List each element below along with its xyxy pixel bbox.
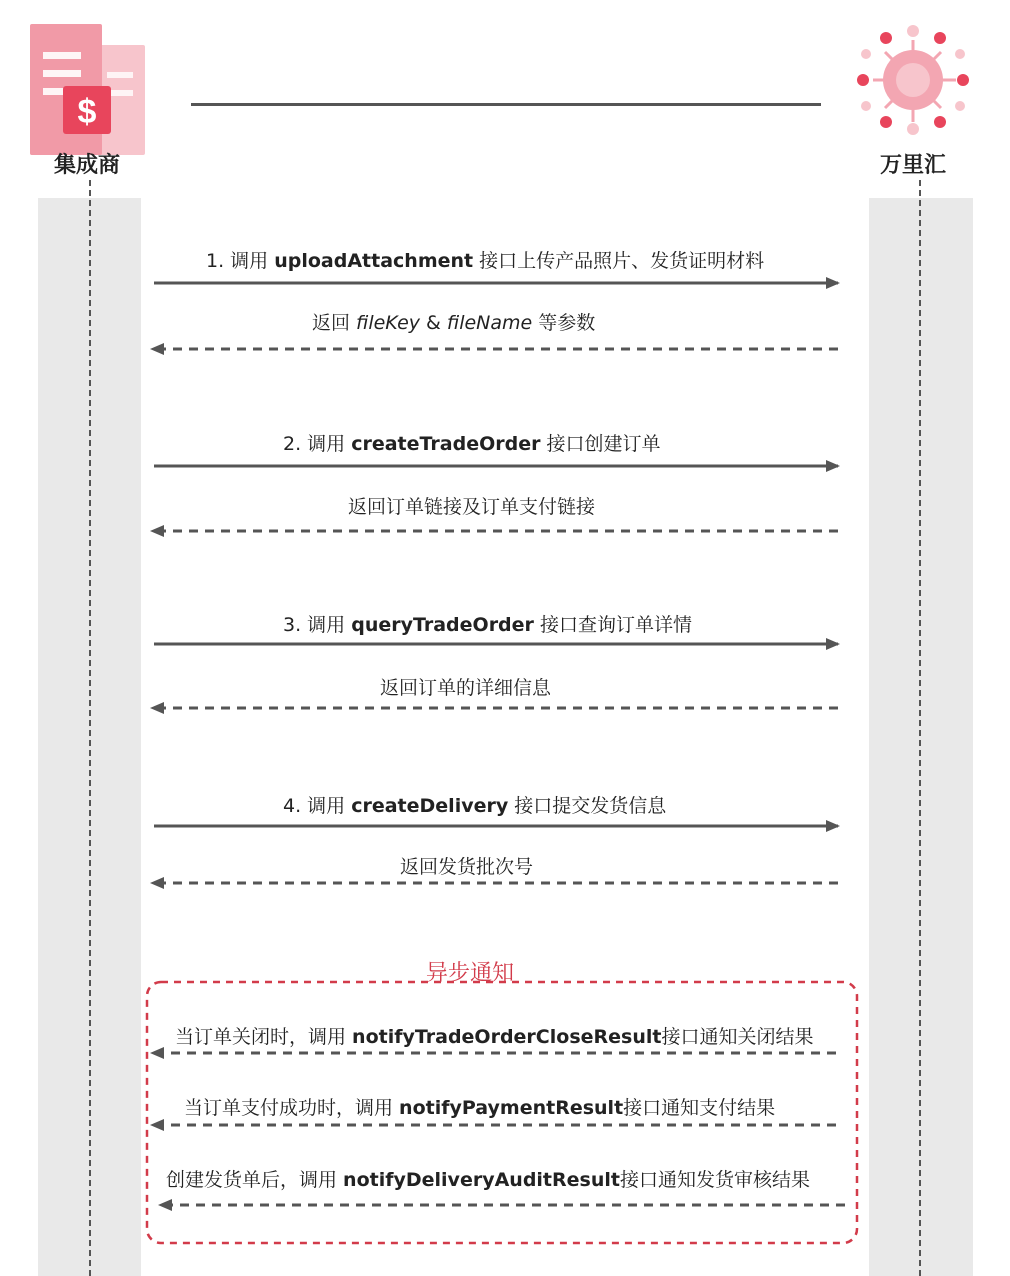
left-actor-label: 集成商	[54, 153, 121, 178]
message-2-api: createTradeOrder	[351, 433, 541, 455]
async-notice-1-prefix: 当订单关闭时，调用	[175, 1026, 353, 1048]
message-3-api: queryTradeOrder	[351, 614, 534, 636]
async-notice-3-suffix: 接口通知发货审核结果	[619, 1169, 810, 1191]
async-notice-1-suffix: 接口通知关闭结果	[661, 1026, 814, 1048]
response-1-suffix: 等参数	[532, 312, 596, 334]
response-1-filekey: fileKey	[356, 312, 421, 334]
message-2-prefix: 2. 调用	[283, 433, 352, 455]
async-notice-2-prefix: 当订单支付成功时，调用	[184, 1097, 400, 1119]
async-notice-3-prefix: 创建发货单后，调用	[166, 1169, 344, 1191]
svg-text:$: $	[77, 93, 97, 131]
async-notice-2	[184, 1093, 775, 1120]
message-1-prefix: 1. 调用	[206, 250, 275, 272]
message-label-4	[283, 791, 666, 818]
right-actor-label: 万里汇	[880, 153, 947, 178]
message-2-suffix: 接口创建订单	[540, 433, 661, 455]
response-label-4: 返回发货批次号	[400, 856, 534, 878]
message-3-prefix: 3. 调用	[283, 614, 352, 636]
response-label-3: 返回订单的详细信息	[380, 677, 552, 699]
message-label-2	[283, 429, 661, 456]
message-label-3	[283, 610, 692, 637]
message-1-suffix: 接口上传产品照片、发货证明材料	[473, 250, 765, 272]
message-4-suffix: 接口提交发货信息	[508, 795, 667, 817]
async-notice-1	[175, 1022, 813, 1049]
async-title: 异步通知	[426, 961, 515, 986]
async-notice-2-suffix: 接口通知支付结果	[623, 1097, 776, 1119]
response-label-1	[312, 308, 595, 335]
async-notice-3	[166, 1165, 810, 1192]
message-1-api: uploadAttachment	[274, 250, 474, 272]
response-1-prefix: 返回	[312, 312, 357, 334]
response-1-filename: fileName	[446, 312, 533, 334]
async-notice-2-api: notifyPaymentResult	[399, 1097, 624, 1119]
message-3-suffix: 接口查询订单详情	[533, 614, 692, 636]
message-label-1	[206, 246, 764, 273]
async-notice-3-api: notifyDeliveryAuditResult	[343, 1169, 620, 1191]
response-1-mid: &	[420, 312, 447, 334]
message-4-api: createDelivery	[351, 795, 509, 817]
response-label-2: 返回订单链接及订单支付链接	[348, 496, 596, 518]
message-4-prefix: 4. 调用	[283, 795, 352, 817]
async-notice-1-api: notifyTradeOrderCloseResult	[352, 1026, 662, 1048]
